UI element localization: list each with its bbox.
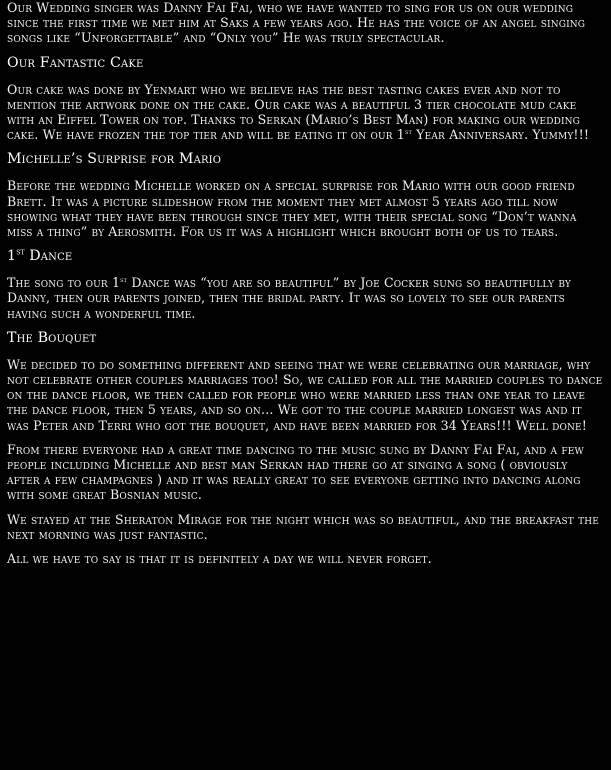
first-dance-heading-text: Dance bbox=[24, 248, 73, 265]
first-dance-heading-ordinal-suffix: st bbox=[16, 247, 25, 258]
surprise-paragraph: Before the wedding Michelle worked on a special surprise for Mario with our good friend Brett. It was a picture slideshow from the moment they met almost 5 years ago till now showing what they have been through since they met, with their special song “Don’t wanna miss a thing” by Aerosmith. For us it was a highlight which brought both of us to tears. bbox=[7, 178, 577, 240]
dancing-paragraph: From there everyone had a great time dancing to the music sung by Danny Fai Fai, and a few people including Michelle and best man Serkan had there go at singing a song ( obviously after a few champagnes ) and it was really great to see everyone getting into dancing along with some great Bosnian music. bbox=[7, 441, 584, 503]
bouquet-heading: The Bouquet bbox=[7, 329, 97, 346]
closing-paragraph: All we have to say is that it is definitely a day we will never forget. bbox=[7, 551, 432, 567]
bouquet-paragraph: We decided to do something different and seeing that we were celebrating our marriage, why not celebrate other couples marriages too! So, we called for all the married couples to dance on the dance floor, we then called for people who were married less than one year to leave the dance floor, then 5 years, and so on… We got to the couple married longest was and it was Peter and Terri who got the bouquet, and have been married for 34 Years!!! Well done! bbox=[7, 356, 603, 433]
cake-paragraph-text: Our cake was done by Yenmart who we believe has the best tasting cakes ever and not to mention the artwork done on the cake. Our cake was a beautiful 3 tier chocolate mud cake with an Eiffel Tower on top. Thanks to Serkan (Mario’s Best Man) for making our wedding cake. We have frozen the top tier and will be eating it on our 1 bbox=[7, 81, 581, 143]
cake-paragraph-text-end: Year Anniversary. Yummy!!! bbox=[412, 127, 590, 143]
surprise-heading: Michelle’s Surprise for Mario bbox=[7, 151, 222, 168]
wedding-singer-paragraph: Our Wedding singer was Danny Fai Fai, who we have wanted to sing for us on our wedding since the first time we met him at Saks a few years ago. He has the voice of an angel singing songs like “Unforgettable” and “Only you” He was truly spectacular. bbox=[7, 0, 586, 46]
cake-heading: Our Fantastic Cake bbox=[7, 54, 144, 71]
first-dance-heading-number: 1 bbox=[7, 248, 17, 265]
first-dance-paragraph-ordinal-suffix: st bbox=[120, 275, 128, 285]
first-dance-paragraph-text: The song to our 1 bbox=[7, 275, 121, 291]
hotel-paragraph: We stayed at the Sheraton Mirage for the night which was so beautiful, and the breakfast the next morning was just fantastic. bbox=[7, 511, 599, 542]
first-dance-paragraph-text-end: Dance was “you are so beautiful” by Joe Cocker sung so beautifully by Danny, then our parents joined, then the bridal party. It was so lovely to see our parents having such a wonderful time. bbox=[7, 275, 572, 321]
first-dance-heading bbox=[7, 248, 603, 265]
cake-paragraph-ordinal-suffix: st bbox=[404, 127, 413, 137]
cake-paragraph bbox=[7, 82, 603, 143]
first-dance-paragraph bbox=[7, 275, 603, 321]
